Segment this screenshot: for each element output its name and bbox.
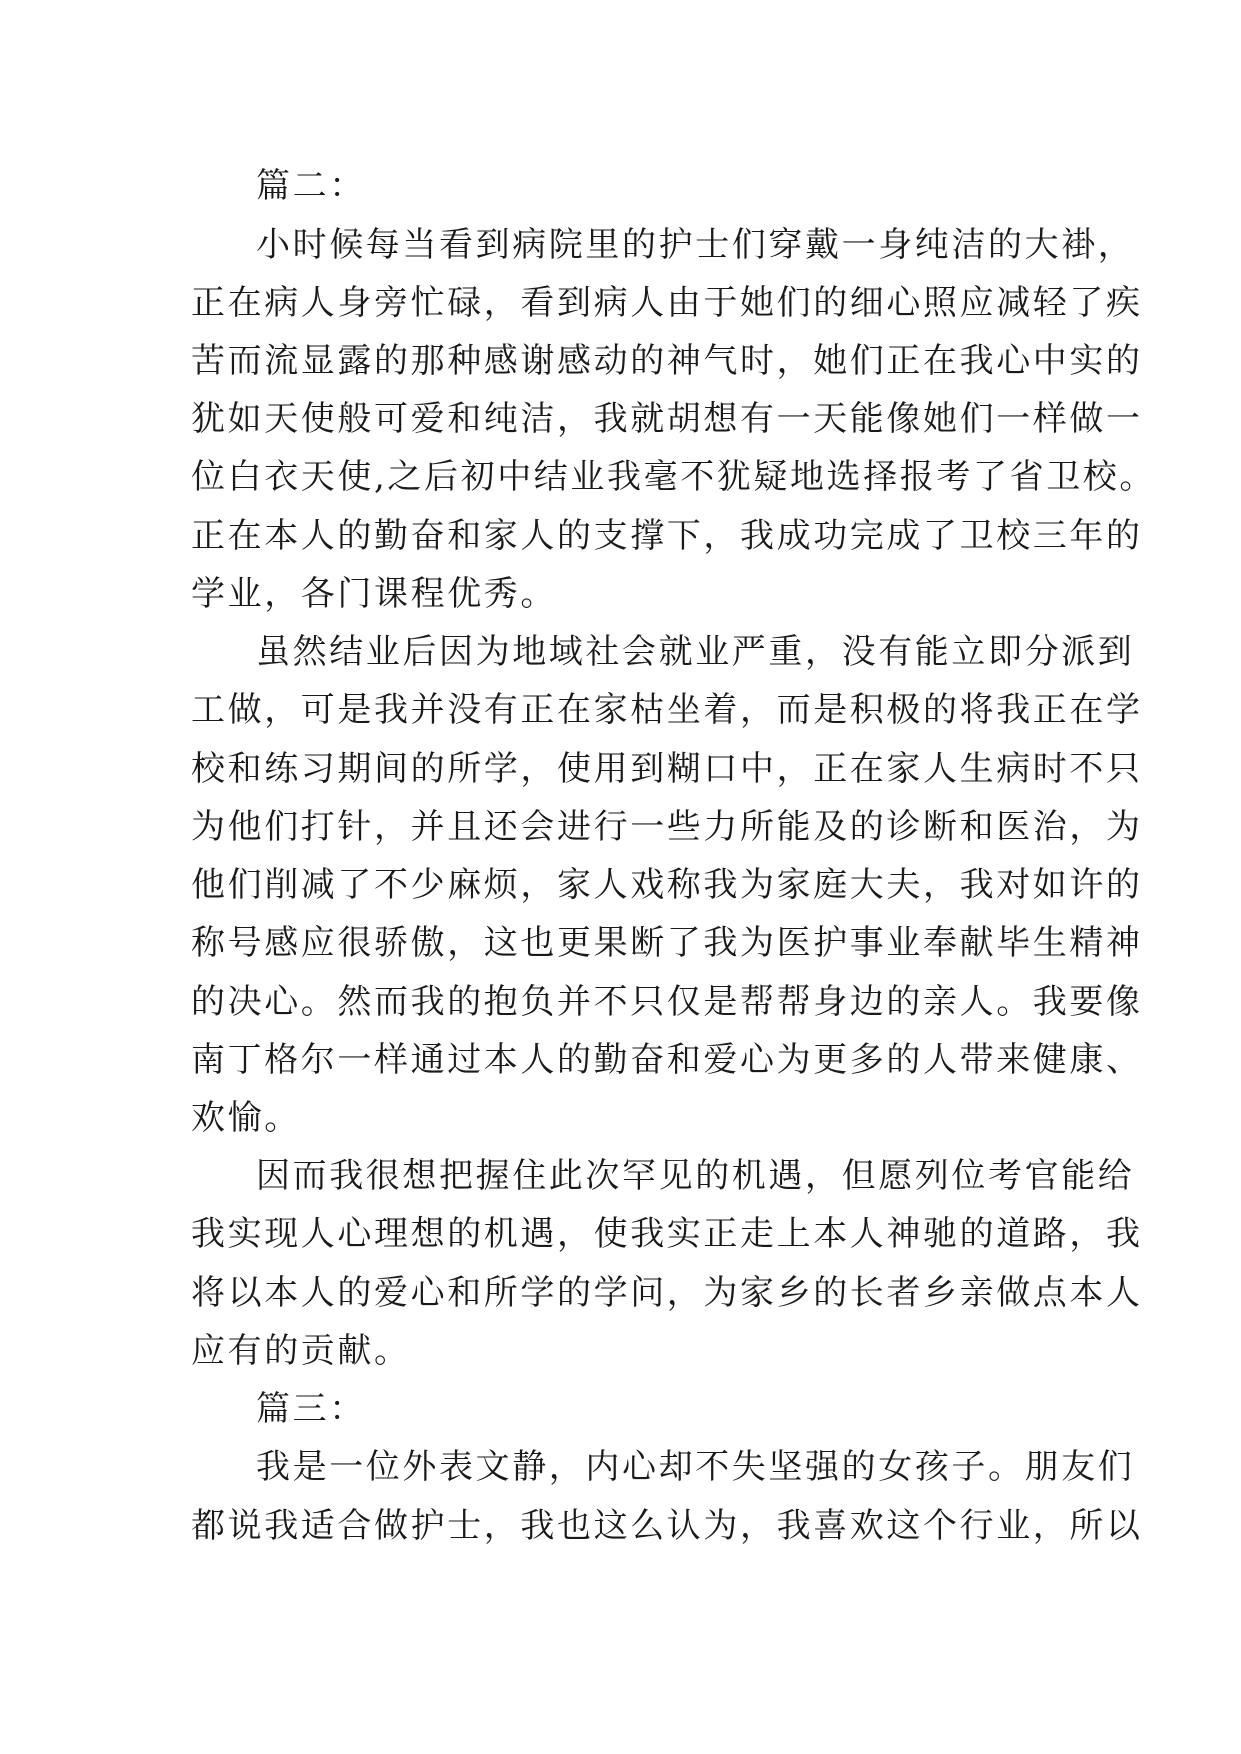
paragraph-line: 欢愉。: [191, 1098, 301, 1138]
paragraph-line: 正在本人的勤奋和家人的支撑下，我成功完成了卫校三年的: [191, 516, 1143, 556]
paragraph-line: 应有的贡献。: [191, 1331, 411, 1371]
paragraph-line: 称号感应很骄傲，这也更果断了我为医护事业奉献毕生精神: [191, 923, 1143, 963]
paragraph-line: 因而我很想把握住此次罕见的机遇，但愿列位考官能给: [256, 1156, 1135, 1196]
paragraph-line: 犹如天使般可爱和纯洁，我就胡想有一天能像她们一样做一: [191, 399, 1143, 439]
paragraph-line: 正在病人身旁忙碌，看到病人由于她们的细心照应减轻了疾: [191, 283, 1143, 323]
paragraph-line: 苦而流显露的那种感谢感动的神气时，她们正在我心中实的: [191, 341, 1143, 381]
section-heading-2: 篇二：: [256, 166, 366, 206]
paragraph-line: 我是一位外表文静，内心却不失坚强的女孩子。朋友们: [256, 1447, 1135, 1487]
paragraph-line: 他们削减了不少麻烦，家人戏称我为家庭大夫，我对如许的: [191, 865, 1143, 905]
paragraph-line: 都说我适合做护士，我也这么认为，我喜欢这个行业，所以: [191, 1506, 1143, 1546]
section-heading-3: 篇三：: [256, 1389, 366, 1429]
paragraph-line: 将以本人的爱心和所学的学问，为家乡的长者乡亲做点本人: [191, 1273, 1143, 1313]
paragraph-line: 位白衣天使,之后初中结业我毫不犹疑地选择报考了省卫校。: [191, 457, 1157, 497]
paragraph-line: 为他们打针，并且还会进行一些力所能及的诊断和医治，为: [191, 807, 1143, 847]
paragraph-line: 工做，可是我并没有正在家枯坐着，而是积极的将我正在学: [191, 690, 1143, 730]
paragraph-line: 虽然结业后因为地域社会就业严重，没有能立即分派到: [256, 632, 1135, 672]
paragraph-line: 的决心。然而我的抱负并不只仅是帮帮身边的亲人。我要像: [191, 982, 1143, 1022]
paragraph-line: 小时候每当看到病院里的护士们穿戴一身纯洁的大褂，: [256, 225, 1135, 265]
paragraph-line: 南丁格尔一样通过本人的勤奋和爱心为更多的人带来健康、: [191, 1040, 1143, 1080]
paragraph-line: 校和练习期间的所学，使用到糊口中，正在家人生病时不只: [191, 749, 1143, 789]
paragraph-line: 学业，各门课程优秀。: [191, 574, 557, 614]
paragraph-line: 我实现人心理想的机遇，使我实正走上本人神驰的道路，我: [191, 1214, 1143, 1254]
